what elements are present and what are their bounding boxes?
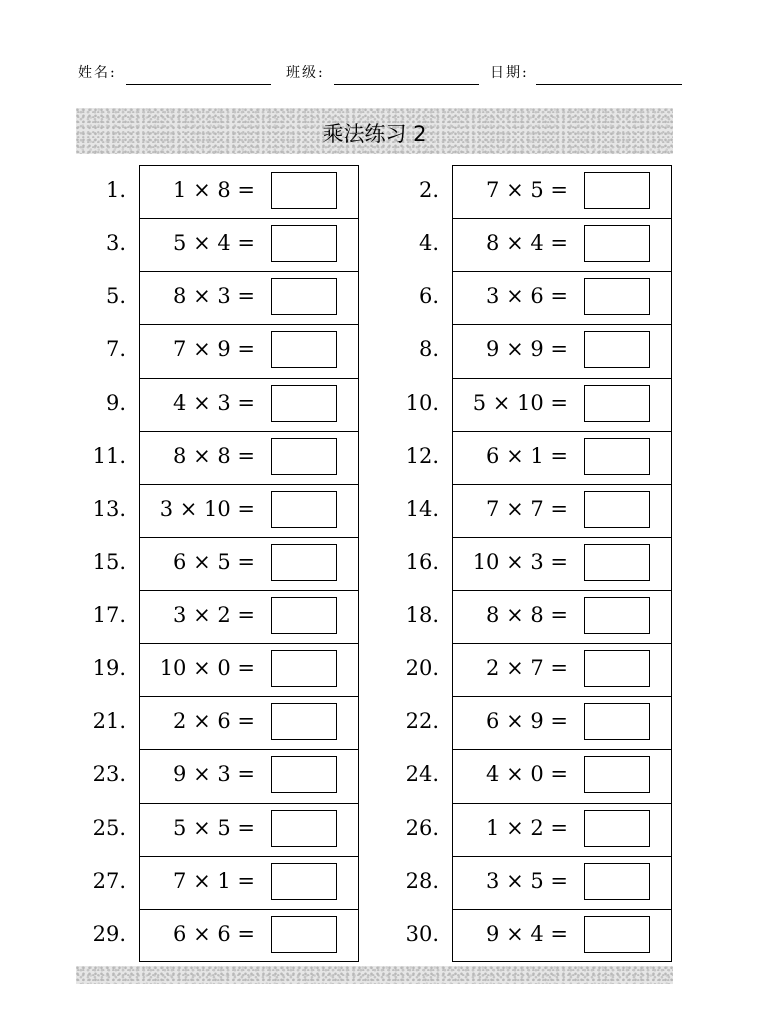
problem-number: 4. [418, 231, 439, 256]
row-divider [452, 803, 672, 804]
row-divider [139, 749, 359, 750]
problem-number: 24. [405, 762, 439, 787]
problem-row [80, 271, 400, 324]
row-divider [139, 271, 359, 272]
problem-row [393, 165, 713, 218]
row-divider [139, 856, 359, 857]
problem-row [80, 218, 400, 271]
title-banner [76, 108, 673, 154]
worksheet-header [78, 58, 684, 88]
answer-box[interactable] [584, 703, 650, 740]
problem-expression: 2 × 7 = [486, 656, 568, 681]
problem-expression: 1 × 2 = [486, 815, 568, 840]
problem-row [80, 909, 400, 962]
problem-row [393, 378, 713, 431]
problem-expression: 7 × 9 = [173, 337, 255, 362]
problem-expression: 8 × 3 = [173, 284, 255, 309]
row-divider [452, 431, 672, 432]
answer-box[interactable] [271, 491, 337, 528]
row-divider [139, 696, 359, 697]
row-divider [139, 803, 359, 804]
problem-number: 9. [105, 390, 126, 415]
problem-number: 6. [418, 284, 439, 309]
row-divider [452, 537, 672, 538]
problem-number: 22. [405, 709, 439, 734]
problem-row [393, 324, 713, 377]
problem-number: 12. [405, 443, 439, 468]
problem-number: 17. [92, 603, 126, 628]
footer-pattern-band [76, 966, 673, 984]
answer-box[interactable] [271, 756, 337, 793]
answer-box[interactable] [584, 756, 650, 793]
problem-expression: 8 × 4 = [486, 231, 568, 256]
row-divider [139, 590, 359, 591]
problem-number: 23. [92, 762, 126, 787]
problem-row [80, 165, 400, 218]
problem-row [80, 537, 400, 590]
answer-box[interactable] [584, 863, 650, 900]
problem-expression: 5 × 5 = [173, 815, 255, 840]
name-field [78, 58, 273, 86]
row-divider [452, 856, 672, 857]
row-divider [452, 378, 672, 379]
problem-expression: 9 × 9 = [486, 337, 568, 362]
problem-row [80, 431, 400, 484]
answer-box[interactable] [584, 544, 650, 581]
answer-box[interactable] [271, 703, 337, 740]
problem-expression: 5 × 10 = [472, 390, 568, 415]
problem-row [80, 803, 400, 856]
row-divider [452, 696, 672, 697]
row-divider [139, 909, 359, 910]
answer-box[interactable] [271, 331, 337, 368]
problem-row [393, 271, 713, 324]
row-divider [452, 218, 672, 219]
problem-row [80, 484, 400, 537]
row-divider [139, 378, 359, 379]
answer-box[interactable] [271, 278, 337, 315]
problem-number: 30. [405, 921, 439, 946]
problem-expression: 3 × 2 = [173, 603, 255, 628]
problem-row [393, 749, 713, 802]
answer-box[interactable] [584, 172, 650, 209]
problem-number: 28. [405, 868, 439, 893]
answer-box[interactable] [271, 544, 337, 581]
row-divider [452, 590, 672, 591]
problem-expression: 2 × 6 = [173, 709, 255, 734]
answer-box[interactable] [271, 172, 337, 209]
problem-number: 16. [405, 549, 439, 574]
answer-box[interactable] [584, 916, 650, 953]
row-divider [139, 484, 359, 485]
problem-row [393, 803, 713, 856]
answer-box[interactable] [271, 438, 337, 475]
problem-number: 19. [92, 656, 126, 681]
row-divider [139, 537, 359, 538]
problem-row [393, 218, 713, 271]
problem-row [80, 378, 400, 431]
answer-box[interactable] [584, 225, 650, 262]
date-input-line[interactable] [536, 84, 682, 85]
row-divider [452, 324, 672, 325]
answer-box[interactable] [271, 810, 337, 847]
problem-expression: 6 × 9 = [486, 709, 568, 734]
problem-expression: 10 × 0 = [159, 656, 255, 681]
date-field [490, 58, 684, 86]
answer-box[interactable] [271, 225, 337, 262]
row-divider [452, 271, 672, 272]
name-label: 姓名: [78, 65, 117, 81]
name-input-line[interactable] [126, 84, 271, 85]
answer-box[interactable] [271, 916, 337, 953]
answer-box[interactable] [584, 438, 650, 475]
problem-expression: 1 × 8 = [173, 178, 255, 202]
problem-expression: 7 × 5 = [486, 178, 568, 202]
row-divider [452, 749, 672, 750]
problem-number: 20. [405, 656, 439, 681]
problem-number: 14. [405, 496, 439, 521]
problem-row [393, 643, 713, 696]
problem-number: 25. [92, 815, 126, 840]
problem-expression: 3 × 10 = [159, 496, 255, 521]
answer-box[interactable] [584, 597, 650, 634]
answer-box[interactable] [584, 331, 650, 368]
problem-expression: 7 × 7 = [486, 496, 568, 521]
problem-number: 7. [105, 337, 126, 362]
left-problem-column [80, 165, 400, 963]
answer-box[interactable] [584, 491, 650, 528]
problem-number: 26. [405, 815, 439, 840]
problem-row [393, 696, 713, 749]
row-divider [139, 643, 359, 644]
problem-number: 11. [92, 443, 126, 468]
problem-expression: 4 × 3 = [173, 390, 255, 415]
problem-number: 13. [92, 496, 126, 521]
problem-expression: 8 × 8 = [173, 443, 255, 468]
problem-row [393, 431, 713, 484]
problem-number: 27. [92, 868, 126, 893]
problem-expression: 9 × 4 = [486, 921, 568, 946]
problem-row [80, 324, 400, 377]
problem-expression: 5 × 4 = [173, 231, 255, 256]
worksheet-title: 乘法练习 2 [322, 122, 427, 146]
problem-expression: 6 × 5 = [173, 549, 255, 574]
problem-row [80, 696, 400, 749]
problem-expression: 3 × 5 = [486, 868, 568, 893]
problem-expression: 6 × 6 = [173, 921, 255, 946]
row-divider [139, 218, 359, 219]
row-divider [139, 431, 359, 432]
row-divider [452, 909, 672, 910]
problem-number: 18. [405, 603, 439, 628]
answer-box[interactable] [584, 810, 650, 847]
problem-row [80, 749, 400, 802]
problem-row [80, 856, 400, 909]
problem-expression: 6 × 1 = [486, 443, 568, 468]
date-label: 日期: [490, 65, 529, 81]
problem-row [393, 590, 713, 643]
problem-number: 2. [418, 178, 439, 202]
problem-expression: 8 × 8 = [486, 603, 568, 628]
class-label: 班级: [286, 65, 325, 81]
answer-box[interactable] [584, 278, 650, 315]
problem-expression: 7 × 1 = [173, 868, 255, 893]
answer-box[interactable] [271, 650, 337, 687]
answer-box[interactable] [271, 863, 337, 900]
answer-box[interactable] [584, 650, 650, 687]
problem-row [393, 537, 713, 590]
problem-row [393, 909, 713, 962]
row-divider [452, 484, 672, 485]
answer-box[interactable] [584, 385, 650, 422]
problem-number: 21. [92, 709, 126, 734]
problem-expression: 3 × 6 = [486, 284, 568, 309]
problem-number: 15. [92, 549, 126, 574]
problem-number: 5. [105, 284, 126, 309]
problem-expression: 4 × 0 = [486, 762, 568, 787]
problem-number: 3. [105, 231, 126, 256]
problem-row [80, 590, 400, 643]
class-field [286, 58, 481, 86]
problem-expression: 10 × 3 = [472, 549, 568, 574]
problem-row [393, 856, 713, 909]
problem-expression: 9 × 3 = [173, 762, 255, 787]
row-divider [139, 324, 359, 325]
problem-number: 8. [418, 337, 439, 362]
problem-row [80, 643, 400, 696]
problem-row [393, 484, 713, 537]
class-input-line[interactable] [334, 84, 479, 85]
answer-box[interactable] [271, 385, 337, 422]
problem-number: 10. [405, 390, 439, 415]
answer-box[interactable] [271, 597, 337, 634]
row-divider [452, 643, 672, 644]
problem-number: 29. [92, 921, 126, 946]
right-problem-column [393, 165, 713, 963]
problem-number: 1. [105, 178, 126, 202]
